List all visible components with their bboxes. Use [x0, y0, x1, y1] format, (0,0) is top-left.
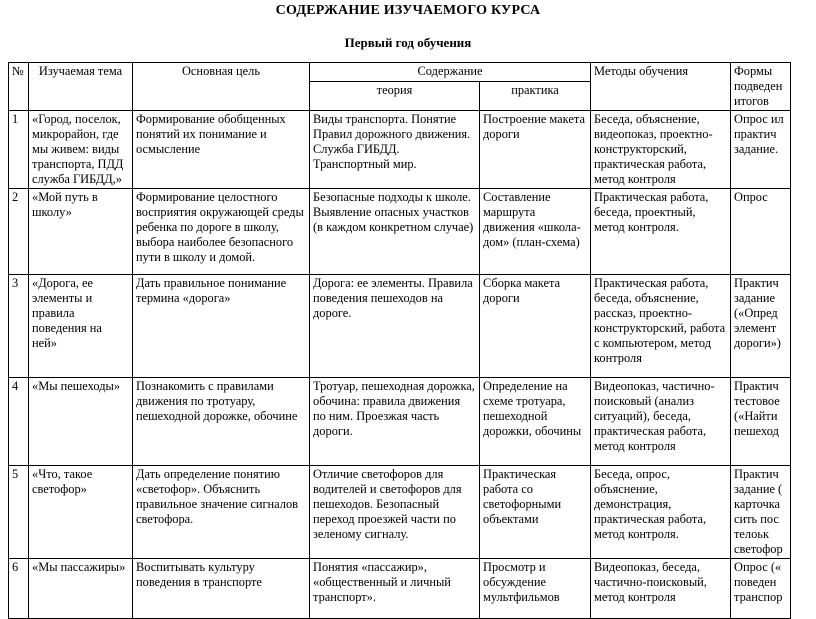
row-forms	[731, 189, 791, 275]
row-forms	[731, 559, 791, 619]
table-row	[9, 466, 791, 559]
row-practice: Практическая работа со светофорными объектами	[480, 466, 591, 559]
row-topic: «Мы пассажиры»	[29, 559, 133, 619]
header-num: №	[9, 63, 29, 111]
header-goal: Основная цель	[133, 63, 310, 111]
row-forms-line: тестовое	[734, 394, 780, 408]
row-goal: Формирование целостного восприятия окружающей среды ребенка по дороге в школу, выбора наиболее безопасного пути в школу и домой.	[133, 189, 310, 275]
row-theory: Тротуар, пешеходная дорожка, обочина: правила движения по ним. Проезжая часть дороги.	[310, 378, 480, 466]
row-forms	[731, 111, 791, 189]
row-num: 2	[9, 189, 29, 275]
row-forms-line: транспор	[734, 590, 783, 604]
row-methods: Практическая работа, беседа, проектный, метод контроля.	[591, 189, 731, 275]
row-forms-line: светофор	[734, 542, 783, 556]
document-title: СОДЕРЖАНИЕ ИЗУЧАЕМОГО КУРСА	[275, 3, 541, 18]
row-num: 1	[9, 111, 29, 189]
table-row	[9, 275, 791, 378]
row-forms-line: задание.	[734, 142, 779, 156]
row-forms-line: Практич	[734, 379, 779, 393]
row-theory: Дорога: ее элементы. Правила поведения пешеходов на дороге.	[310, 275, 480, 378]
row-methods: Практическая работа, беседа, объяснение, рассказ, проектно-конструкторский, работа с компьютером, метод контроля	[591, 275, 731, 378]
document-subtitle: Первый год обучения	[344, 35, 472, 50]
row-forms-line: дороги»)	[734, 336, 781, 350]
row-num: 6	[9, 559, 29, 619]
header-forms	[731, 63, 791, 111]
row-practice: Построение макета дороги	[480, 111, 591, 189]
header-methods: Методы обучения	[591, 63, 731, 111]
row-num: 4	[9, 378, 29, 466]
row-topic: «Что, такое светофор»	[29, 466, 133, 559]
row-forms-line: пешеход	[734, 424, 779, 438]
row-num: 3	[9, 275, 29, 378]
row-goal: Дать правильное понимание термина «дорога»	[133, 275, 310, 378]
row-practice: Определение на схеме тротуара, пешеходной дорожки, обочины	[480, 378, 591, 466]
row-forms-line: задание	[734, 291, 775, 305]
table-row	[9, 189, 791, 275]
row-forms-line: Опрос («	[734, 560, 782, 574]
row-forms-line: («Найти	[734, 409, 778, 423]
row-methods: Беседа, объяснение, видеопоказ, проектно-конструкторский, практическая работа, метод контроля	[591, 111, 731, 189]
row-forms	[731, 378, 791, 466]
row-forms-line: («Опред	[734, 306, 778, 320]
row-methods: Беседа, опрос, объяснение, демонстрация, практическая работа, метод контроля.	[591, 466, 731, 559]
row-goal: Воспитывать культуру поведения в транспорте	[133, 559, 310, 619]
row-goal: Дать определение понятию «светофор». Объяснить правильное значение сигналов светофора.	[133, 466, 310, 559]
row-forms-line: Практич	[734, 276, 779, 290]
header-forms-line: Формы	[734, 64, 773, 78]
row-forms-line: Опрос ил	[734, 112, 784, 126]
row-goal: Познакомить с правилами движения по тротуару, пешеходной дорожке, обочине	[133, 378, 310, 466]
table-row	[9, 559, 791, 619]
row-forms	[731, 466, 791, 559]
header-topic: Изучаемая тема	[29, 63, 133, 111]
row-forms-line: сить пос	[734, 512, 779, 526]
row-forms-line: Практич	[734, 467, 779, 481]
row-forms	[731, 275, 791, 378]
row-forms-line: телоьк	[734, 527, 769, 541]
header-content: Содержание	[310, 63, 591, 82]
row-forms-line: практич	[734, 127, 777, 141]
row-theory: Понятия «пассажир», «общественный и личный транспорт».	[310, 559, 480, 619]
row-practice: Составление маршрута движения «школа-дом» (план-схема)	[480, 189, 591, 275]
row-forms-line: задание (	[734, 482, 783, 496]
row-forms-line: Опрос	[734, 190, 768, 204]
header-theory: теория	[310, 82, 480, 111]
row-methods: Видеопоказ, частично-поисковый (анализ ситуаций), беседа, практическая работа, метод контроля	[591, 378, 731, 466]
row-forms-line: поведен	[734, 575, 777, 589]
row-theory: Безопасные подходы к школе. Выявление опасных участков (в каждом конкретном случае)	[310, 189, 480, 275]
row-topic: «Дорога, ее элементы и правила поведения на ней»	[29, 275, 133, 378]
row-theory: Отличие светофоров для водителей и светофоров для пешеходов. Безопасный переход проезжей части по зеленому сигналу.	[310, 466, 480, 559]
row-practice: Просмотр и обсуждение мультфильмов	[480, 559, 591, 619]
row-forms-line: карточка	[734, 497, 781, 511]
course-content-table	[8, 62, 791, 619]
row-topic: «Город, поселок, микрорайон, где мы живем: виды транспорта, ПДД служба ГИБДД,»	[29, 111, 133, 189]
header-forms-line: итогов	[734, 94, 769, 108]
header-forms-line: подведен	[734, 79, 783, 93]
row-methods: Видеопоказ, беседа, частично-поисковый, метод контроля	[591, 559, 731, 619]
row-num: 5	[9, 466, 29, 559]
row-practice: Сборка макета дороги	[480, 275, 591, 378]
table-row	[9, 111, 791, 189]
row-goal: Формирование обобщенных понятий их понимание и осмысление	[133, 111, 310, 189]
row-theory: Виды транспорта. Понятие Правил дорожного движения. Служба ГИБДД. Транспортный мир.	[310, 111, 480, 189]
table-row	[9, 378, 791, 466]
row-topic: «Мой путь в школу»	[29, 189, 133, 275]
header-practice: практика	[480, 82, 591, 111]
row-topic: «Мы пешеходы»	[29, 378, 133, 466]
row-forms-line: элемент	[734, 321, 777, 335]
